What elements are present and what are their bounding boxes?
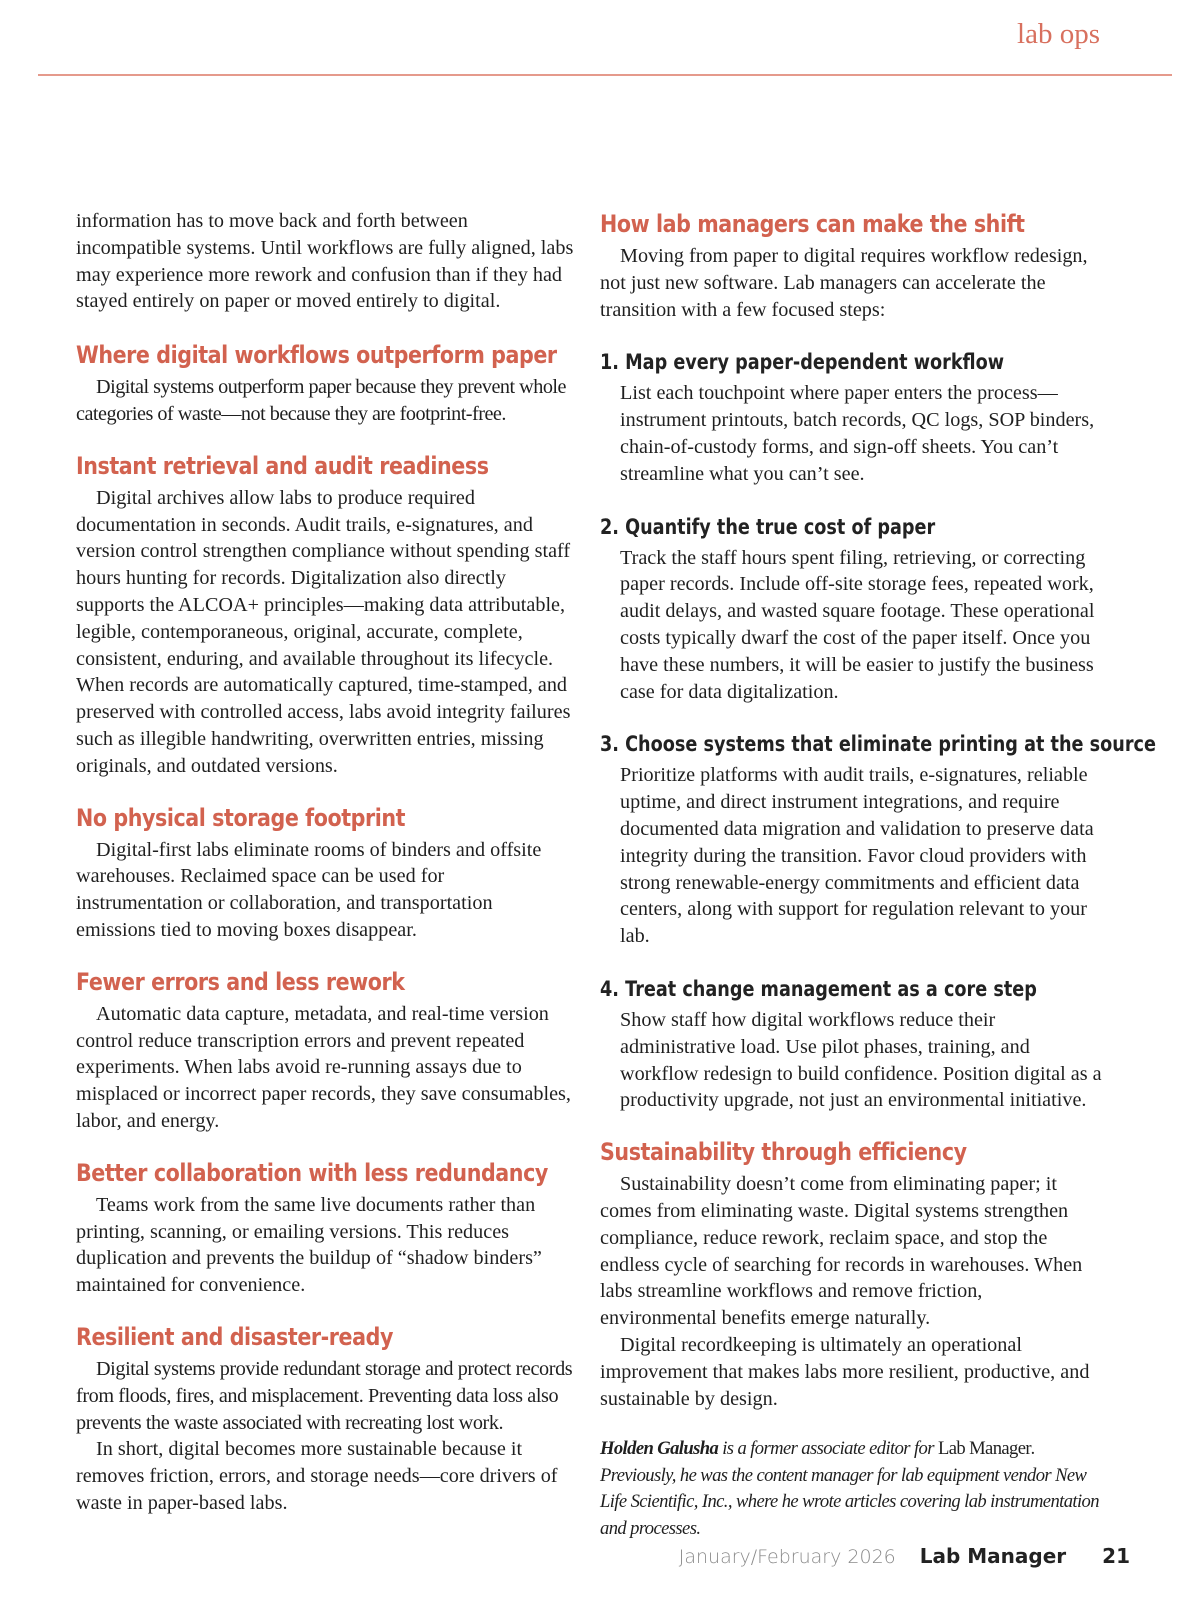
heading-make-the-shift: How lab managers can make the shift — [600, 210, 1025, 238]
paragraph-fewer-errors: Automatic data capture, metadata, and real-time version control reduce transcription errors and prevent repeated experiments. When labs avoid re-running assays due to misplaced or incorrect paper records, they save consumables, labor, and energy. — [76, 1002, 571, 1132]
page-footer — [679, 1544, 1130, 1568]
heading-fewer-errors: Fewer errors and less rework — [76, 967, 405, 996]
step-1-body: List each touchpoint where paper enters the process—instrument printouts, batch records, QC logs, SOP binders, chain-of-custody forms, and sign-off sheets. You can’t streamline what you can’t see. — [620, 382, 1095, 485]
left-column — [76, 208, 576, 1517]
paragraph-collaboration: Teams work from the same live documents rather than printing, scanning, or emailing versions. This reduces duplication and prevents the buildup of “shadow binders” maintained for convenience. — [76, 1193, 542, 1297]
byline-role: is a former associate editor for — [718, 1438, 938, 1460]
step-1-title: 1. Map every paper-dependent workflow — [600, 350, 1005, 375]
author-byline — [600, 1436, 1102, 1542]
step-4-body: Show staff how digital workflows reduce their administrative load. Use pilot phases, training, and workflow redesign to build confidence. Position digital as a productivity upgrade, not just an environmental initiative. — [620, 1008, 1102, 1112]
paragraph-recordkeeping: Digital recordkeeping is ultimately an operational improvement that makes labs more resilient, productive, and sustainable by design. — [600, 1333, 1090, 1410]
paragraph-in-short: In short, digital becomes more sustainable because it removes friction, errors, and storage needs—core drivers of waste in paper-based labs. — [76, 1438, 558, 1514]
issue-date: January/February 2026 — [678, 1546, 896, 1568]
right-column — [600, 208, 1156, 1542]
heading-sustainability: Sustainability through efficiency — [600, 1138, 967, 1167]
heading-resilient: Resilient and disaster-ready — [76, 1322, 393, 1351]
paragraph-digital-outperform: Digital systems outperform paper because they prevent whole categories of waste—not because they are footprint-free. — [76, 376, 566, 425]
step-2-body: Track the staff hours spent filing, retrieving, or correcting paper records. Include off-site storage fees, repeated work, audit delays, and wasted square footage. These operational costs typically dwarf the cost of the paper itself. Once you have these numbers, it will be easier to justify the business case for data digitalization. — [620, 546, 1095, 703]
heading-collaboration: Better collaboration with less redundancy — [76, 1158, 548, 1187]
paragraph-resilient: Digital systems provide redundant storage and protect records from floods, fires, and misplacement. Preventing data loss also prevents the waste associated with recreating lost work. — [76, 1357, 573, 1434]
heading-instant-retrieval: Instant retrieval and audit readiness — [76, 451, 489, 480]
heading-digital-outperform: Where digital workflows outperform paper — [76, 341, 557, 370]
paragraph-sustainability: Sustainability doesn’t come from eliminating paper; it comes from eliminating waste. Digital systems strengthen compliance, reduce rework, reclaim space, and stop the endless cycle of searching for records in warehouses. When labs streamline workflows and remove friction, environmental benefits emerge naturally. — [600, 1173, 1083, 1330]
page-number: 21 — [1102, 1544, 1130, 1568]
magazine-name: Lab Manager — [919, 1544, 1067, 1568]
step-3-title: 3. Choose systems that eliminate printing at the source — [600, 732, 1156, 757]
running-head-section: lab ops — [1017, 18, 1100, 50]
paragraph-make-the-shift: Moving from paper to digital requires workflow redesign, not just new software. Lab managers can accelerate the transition with a few focused steps: — [600, 245, 1088, 321]
byline-bio: . Previously, he was the content manager for lab equipment vendor New Life Scientific, Inc., where he wrote articles covering lab instrumentation and processes. — [600, 1438, 1099, 1539]
step-3-body: Prioritize platforms with audit trails, e-signatures, reliable uptime, and direct instrument integrations, and require documented data migration and validation to preserve data integrity during the transition. Favor cloud providers with strong renewable-energy commitments and efficient data centers, along with support for regulation relevant to your lab. — [620, 764, 1094, 948]
byline-publication: Lab Manager — [937, 1438, 1031, 1460]
heading-storage-footprint: No physical storage footprint — [76, 803, 406, 832]
paragraph-instant-retrieval: Digital archives allow labs to produce required documentation in seconds. Audit trails, e-signatures, and version control strengthen compliance without spending staff hours hunting for records. Digitalization also directly supports the ALCOA+ principles—making data attributable, legible, contemporaneous, original, accurate, complete, consistent, enduring, and available throughout its lifecycle. When records are automatically captured, time-stamped, and preserved with controlled access, labs avoid integrity failures such as illegible handwriting, overwritten entries, missing originals, and outdated versions. — [76, 486, 571, 777]
author-name: Holden Galusha — [600, 1438, 719, 1460]
step-4-title: 4. Treat change management as a core step — [600, 976, 1037, 1001]
step-2-title: 2. Quantify the true cost of paper — [600, 514, 936, 539]
paragraph-storage-footprint: Digital-first labs eliminate rooms of binders and offsite warehouses. Reclaimed space can be used for instrumentation or collaboration, and transportation emissions tied to moving boxes disappear. — [76, 838, 542, 941]
intro-paragraph: information has to move back and forth between incompatible systems. Until workflows are fully aligned, labs may experience more rework and confusion than if they had stayed entirely on paper or moved entirely to digital. — [76, 210, 574, 313]
header-rule — [38, 74, 1172, 76]
